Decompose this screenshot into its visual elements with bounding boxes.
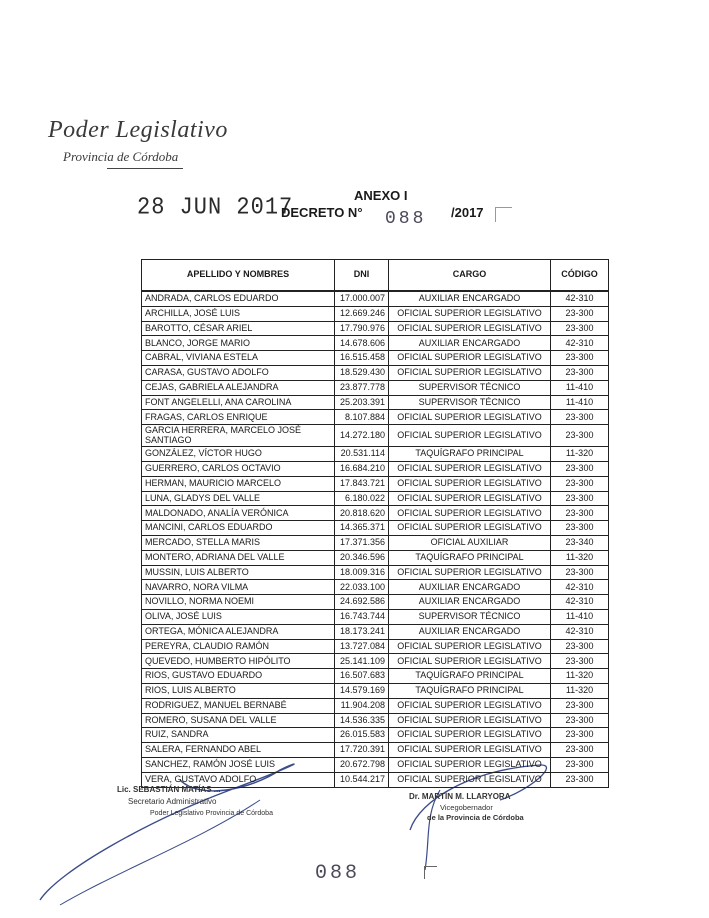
cell-cargo: AUXILIAR ENCARGADO — [389, 624, 551, 639]
cell-code: 23-300 — [551, 306, 609, 321]
cell-code: 23-300 — [551, 698, 609, 713]
table-row — [142, 491, 609, 506]
cell-cargo: OFICIAL SUPERIOR LEGISLATIVO — [389, 365, 551, 380]
cell-cargo: OFICIAL AUXILIAR — [389, 535, 551, 550]
cell-name: ANDRADA, CARLOS EDUARDO — [142, 291, 335, 306]
cell-name: FRAGAS, CARLOS ENRIQUE — [142, 410, 335, 425]
cell-code: 23-300 — [551, 321, 609, 336]
cell-cargo: OFICIAL SUPERIOR LEGISLATIVO — [389, 306, 551, 321]
cell-dni: 12.669.246 — [335, 306, 389, 321]
cell-dni: 17.371.356 — [335, 535, 389, 550]
cell-cargo: OFICIAL SUPERIOR LEGISLATIVO — [389, 351, 551, 366]
cell-name: ROMERO, SUSANA DEL VALLE — [142, 713, 335, 728]
cell-name: OLIVA, JOSÉ LUIS — [142, 609, 335, 624]
cell-code: 42-310 — [551, 595, 609, 610]
cell-code: 23-300 — [551, 772, 609, 787]
table-row — [142, 476, 609, 491]
cell-code: 23-300 — [551, 506, 609, 521]
footer-stamp-mark — [424, 866, 437, 879]
table-row — [142, 521, 609, 536]
table-body — [142, 291, 609, 787]
cell-name: CARASA, GUSTAVO ADOLFO — [142, 365, 335, 380]
cell-code: 23-300 — [551, 425, 609, 447]
cell-cargo: OFICIAL SUPERIOR LEGISLATIVO — [389, 654, 551, 669]
cell-dni: 16.684.210 — [335, 461, 389, 476]
cell-dni: 22.033.100 — [335, 580, 389, 595]
cell-name: QUEVEDO, HUMBERTO HIPÓLITO — [142, 654, 335, 669]
cell-cargo: OFICIAL SUPERIOR LEGISLATIVO — [389, 506, 551, 521]
cell-dni: 18.529.430 — [335, 365, 389, 380]
header-subtitle: Provincia de Córdoba — [63, 149, 179, 164]
cell-dni: 14.579.169 — [335, 683, 389, 698]
cell-dni: 23.877.778 — [335, 380, 389, 395]
cell-dni: 16.507.683 — [335, 669, 389, 684]
cell-code: 42-310 — [551, 291, 609, 306]
cell-cargo: OFICIAL SUPERIOR LEGISLATIVO — [389, 410, 551, 425]
table-row — [142, 698, 609, 713]
cell-dni: 24.692.586 — [335, 595, 389, 610]
cell-cargo: OFICIAL SUPERIOR LEGISLATIVO — [389, 639, 551, 654]
cell-code: 23-300 — [551, 461, 609, 476]
footer-decree-number: 088 — [315, 862, 361, 885]
annex-title: ANEXO I — [354, 188, 408, 203]
cell-cargo: OFICIAL SUPERIOR LEGISLATIVO — [389, 757, 551, 772]
cell-dni: 20.346.596 — [335, 550, 389, 565]
column-header-dni: DNI — [335, 260, 389, 292]
cell-dni: 14.536.335 — [335, 713, 389, 728]
table-row — [142, 654, 609, 669]
cell-name: RUIZ, SANDRA — [142, 728, 335, 743]
cell-cargo: AUXILIAR ENCARGADO — [389, 291, 551, 306]
cell-code: 11-320 — [551, 550, 609, 565]
cell-cargo: OFICIAL SUPERIOR LEGISLATIVO — [389, 728, 551, 743]
cell-name: MONTERO, ADRIANA DEL VALLE — [142, 550, 335, 565]
cell-cargo: AUXILIAR ENCARGADO — [389, 336, 551, 351]
cell-code: 23-340 — [551, 535, 609, 550]
cell-name: VERA, GUSTAVO ADOLFO — [142, 772, 335, 787]
table-row — [142, 595, 609, 610]
cell-cargo: OFICIAL SUPERIOR LEGISLATIVO — [389, 425, 551, 447]
cell-dni: 14.272.180 — [335, 425, 389, 447]
table-row — [142, 713, 609, 728]
left-signatory-role: Secretario Administrativo — [128, 797, 217, 806]
cell-dni: 25.203.391 — [335, 395, 389, 410]
cell-cargo: OFICIAL SUPERIOR LEGISLATIVO — [389, 491, 551, 506]
cell-code: 11-320 — [551, 447, 609, 462]
cell-code: 23-300 — [551, 491, 609, 506]
header-title: Poder Legislativo — [48, 117, 228, 143]
decree-number-stamp: 088 — [385, 209, 427, 229]
cell-dni: 10.544.217 — [335, 772, 389, 787]
table-row — [142, 535, 609, 550]
cell-dni: 17.000.007 — [335, 291, 389, 306]
cell-name: BLANCO, JORGE MARIO — [142, 336, 335, 351]
cell-cargo: TAQUÍGRAFO PRINCIPAL — [389, 683, 551, 698]
date-stamp: 28 JUN 2017 — [137, 193, 294, 222]
table-row — [142, 365, 609, 380]
cell-name: CEJAS, GABRIELA ALEJANDRA — [142, 380, 335, 395]
cell-code: 42-310 — [551, 580, 609, 595]
cell-name: SALERA, FERNANDO ABEL — [142, 743, 335, 758]
cell-cargo: OFICIAL SUPERIOR LEGISLATIVO — [389, 476, 551, 491]
cell-code: 23-300 — [551, 654, 609, 669]
cell-dni: 14.678.606 — [335, 336, 389, 351]
cell-cargo: OFICIAL SUPERIOR LEGISLATIVO — [389, 698, 551, 713]
cell-code: 11-410 — [551, 395, 609, 410]
cell-dni: 13.727.084 — [335, 639, 389, 654]
cell-cargo: TAQUÍGRAFO PRINCIPAL — [389, 550, 551, 565]
table-row — [142, 580, 609, 595]
cell-cargo: OFICIAL SUPERIOR LEGISLATIVO — [389, 713, 551, 728]
cell-name: MALDONADO, ANALÍA VERÓNICA — [142, 506, 335, 521]
table-row — [142, 395, 609, 410]
left-signatory-name: Lic. SEBASTIÁN MATÍAS ... — [117, 785, 221, 794]
column-header-code: CÓDIGO — [551, 260, 609, 292]
cell-code: 11-320 — [551, 669, 609, 684]
cell-code: 23-300 — [551, 728, 609, 743]
cell-name: HERMAN, MAURICIO MARCELO — [142, 476, 335, 491]
table-row — [142, 609, 609, 624]
column-header-name: APELLIDO Y NOMBRES — [142, 260, 335, 292]
cell-name: RIOS, LUIS ALBERTO — [142, 683, 335, 698]
cell-name: SANCHEZ, RAMÓN JOSÉ LUIS — [142, 757, 335, 772]
cell-name: RODRIGUEZ, MANUEL BERNABÉ — [142, 698, 335, 713]
cell-code: 11-320 — [551, 683, 609, 698]
cell-name: FONT ANGELELLI, ANA CAROLINA — [142, 395, 335, 410]
cell-dni: 18.009.316 — [335, 565, 389, 580]
cell-name: PEREYRA, CLAUDIO RAMÓN — [142, 639, 335, 654]
cell-name: NAVARRO, NORA VILMA — [142, 580, 335, 595]
table-row — [142, 321, 609, 336]
cell-dni: 16.743.744 — [335, 609, 389, 624]
cell-cargo: OFICIAL SUPERIOR LEGISLATIVO — [389, 461, 551, 476]
right-signatory-name: Dr. MARTÍN M. LLARYORA — [409, 792, 511, 801]
cell-code: 23-300 — [551, 521, 609, 536]
cell-dni: 17.843.721 — [335, 476, 389, 491]
cell-code: 23-300 — [551, 476, 609, 491]
decree-label: DECRETO N° — [281, 205, 363, 220]
cell-code: 23-300 — [551, 639, 609, 654]
cell-code: 11-410 — [551, 380, 609, 395]
cell-code: 23-300 — [551, 757, 609, 772]
table-row — [142, 669, 609, 684]
cell-code: 23-300 — [551, 351, 609, 366]
column-header-cargo: CARGO — [389, 260, 551, 292]
cell-cargo: OFICIAL SUPERIOR LEGISLATIVO — [389, 565, 551, 580]
table-row — [142, 425, 609, 447]
cell-name: RIOS, GUSTAVO EDUARDO — [142, 669, 335, 684]
cell-cargo: TAQUÍGRAFO PRINCIPAL — [389, 447, 551, 462]
cell-dni: 6.180.022 — [335, 491, 389, 506]
table-row — [142, 728, 609, 743]
table-row — [142, 757, 609, 772]
cell-dni: 18.173.241 — [335, 624, 389, 639]
table-header-row — [142, 260, 609, 292]
table-row — [142, 624, 609, 639]
right-signatory-role: Vicegobernador — [440, 803, 493, 812]
cell-dni: 16.515.458 — [335, 351, 389, 366]
cell-dni: 20.672.798 — [335, 757, 389, 772]
cell-dni: 20.818.620 — [335, 506, 389, 521]
header-divider — [107, 168, 183, 169]
cell-code: 23-300 — [551, 713, 609, 728]
cell-name: GONZÁLEZ, VÍCTOR HUGO — [142, 447, 335, 462]
cell-dni: 14.365.371 — [335, 521, 389, 536]
cell-cargo: OFICIAL SUPERIOR LEGISLATIVO — [389, 521, 551, 536]
table-row — [142, 291, 609, 306]
cell-name: ORTEGA, MÓNICA ALEJANDRA — [142, 624, 335, 639]
table-row — [142, 447, 609, 462]
table-row — [142, 550, 609, 565]
cell-code: 23-300 — [551, 743, 609, 758]
cell-name: MERCADO, STELLA MARIS — [142, 535, 335, 550]
stamp-mark — [495, 207, 512, 222]
table-row — [142, 380, 609, 395]
table-row — [142, 351, 609, 366]
cell-cargo: AUXILIAR ENCARGADO — [389, 595, 551, 610]
cell-cargo: AUXILIAR ENCARGADO — [389, 580, 551, 595]
cell-name: MUSSIN, LUIS ALBERTO — [142, 565, 335, 580]
table-row — [142, 336, 609, 351]
cell-dni: 20.531.114 — [335, 447, 389, 462]
decree-year: /2017 — [451, 205, 484, 220]
table-row — [142, 565, 609, 580]
cell-code: 11-410 — [551, 609, 609, 624]
table-row — [142, 743, 609, 758]
personnel-table — [141, 259, 609, 788]
table-row — [142, 306, 609, 321]
cell-cargo: OFICIAL SUPERIOR LEGISLATIVO — [389, 321, 551, 336]
table-row — [142, 461, 609, 476]
cell-code: 23-300 — [551, 365, 609, 380]
cell-cargo: TAQUÍGRAFO PRINCIPAL — [389, 669, 551, 684]
cell-code: 23-300 — [551, 410, 609, 425]
table-row — [142, 410, 609, 425]
cell-cargo: OFICIAL SUPERIOR LEGISLATIVO — [389, 743, 551, 758]
cell-cargo: OFICIAL SUPERIOR LEGISLATIVO — [389, 772, 551, 787]
cell-code: 23-300 — [551, 565, 609, 580]
cell-name: BAROTTO, CÉSAR ARIEL — [142, 321, 335, 336]
cell-cargo: SUPERVISOR TÉCNICO — [389, 380, 551, 395]
cell-dni: 11.904.208 — [335, 698, 389, 713]
cell-code: 42-310 — [551, 624, 609, 639]
cell-name: LUNA, GLADYS DEL VALLE — [142, 491, 335, 506]
cell-dni: 17.790.976 — [335, 321, 389, 336]
cell-cargo: SUPERVISOR TÉCNICO — [389, 395, 551, 410]
cell-dni: 26.015.583 — [335, 728, 389, 743]
cell-dni: 25.141.109 — [335, 654, 389, 669]
right-signatory-org: de la Provincia de Córdoba — [427, 813, 524, 822]
table-row — [142, 506, 609, 521]
cell-dni: 8.107.884 — [335, 410, 389, 425]
table-row — [142, 683, 609, 698]
cell-name: CABRAL, VIVIANA ESTELA — [142, 351, 335, 366]
cell-code: 42-310 — [551, 336, 609, 351]
cell-name: ARCHILLA, JOSÉ LUIS — [142, 306, 335, 321]
cell-name: MANCINI, CARLOS EDUARDO — [142, 521, 335, 536]
cell-dni: 17.720.391 — [335, 743, 389, 758]
cell-name: GARCIA HERRERA, MARCELO JOSÉ SANTIAGO — [142, 425, 335, 447]
left-signatory-org: Poder Legislativo Provincia de Córdoba — [150, 810, 273, 817]
table-row — [142, 639, 609, 654]
cell-name: GUERRERO, CARLOS OCTAVIO — [142, 461, 335, 476]
cell-cargo: SUPERVISOR TÉCNICO — [389, 609, 551, 624]
cell-name: NOVILLO, NORMA NOEMI — [142, 595, 335, 610]
